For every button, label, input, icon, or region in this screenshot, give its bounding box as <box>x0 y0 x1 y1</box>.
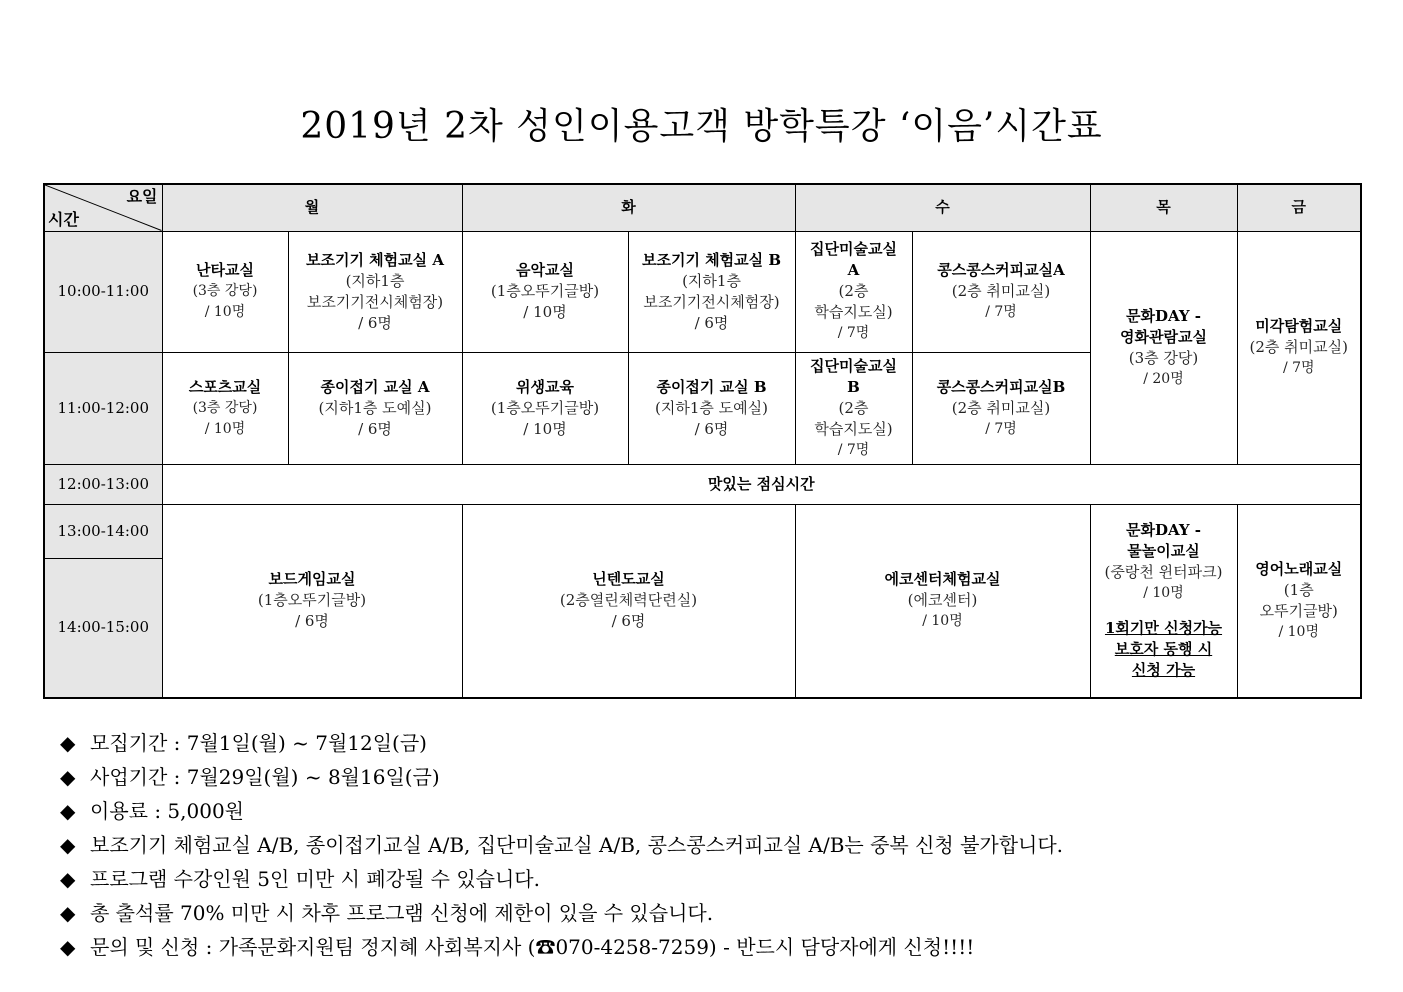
time-slot: 12:00-13:00 <box>44 464 162 504</box>
class-cell: 문화DAY - 물놀이교실 (중랑천 윈터파크) / 10명 1회기만 신청가능 보호자 동행 시 신청 가능 <box>1090 504 1237 698</box>
diamond-bullet-icon: ◆ <box>60 867 76 891</box>
timetable <box>43 183 1362 699</box>
day-header-fri: 금 <box>1237 184 1361 231</box>
class-cell: 종이접기 교실 A (지하1층 도예실) / 6명 <box>288 352 462 464</box>
lunch-row: 맛있는 점심시간 <box>162 464 1361 504</box>
diamond-bullet-icon: ◆ <box>60 731 76 755</box>
day-header-thu: 목 <box>1090 184 1237 231</box>
page-title: 2019년 2차 성인이용고객 방학특강 ‘이음’시간표 <box>300 106 1103 147</box>
class-cell: 미각탐험교실 (2층 취미교실) / 7명 <box>1237 231 1361 464</box>
diamond-bullet-icon: ◆ <box>60 799 76 823</box>
notice-text: 신청 가능 <box>1131 661 1196 680</box>
day-header-mon: 월 <box>162 184 462 231</box>
corner-day-label: 요일 <box>126 187 158 206</box>
class-cell: 에코센터체험교실 (에코센터) / 10명 <box>795 504 1090 698</box>
diamond-bullet-icon: ◆ <box>60 901 76 925</box>
class-cell: 집단미술교실 A (2층 학습지도실) / 7명 <box>795 231 912 352</box>
class-cell: 스포츠교실 (3층 강당) / 10명 <box>162 352 288 464</box>
class-cell: 보드게임교실 (1층오뚜기글방) / 6명 <box>162 504 462 698</box>
class-cell: 콩스콩스커피교실A (2층 취미교실) / 7명 <box>912 231 1090 352</box>
diamond-bullet-icon: ◆ <box>60 765 76 789</box>
notice-text: 보호자 동행 시 <box>1114 640 1213 659</box>
list-item: ◆ 프로그램 수강인원 5인 미만 시 폐강될 수 있습니다. <box>60 862 1063 896</box>
time-slot: 11:00-12:00 <box>44 352 162 464</box>
class-cell: 종이접기 교실 B (지하1층 도예실) / 6명 <box>628 352 795 464</box>
corner-time-label: 시간 <box>48 209 79 229</box>
list-item: ◆ 이용료 : 5,000원 <box>60 794 1063 828</box>
day-header-tue: 화 <box>462 184 795 231</box>
class-cell: 보조기기 체험교실 B (지하1층 보조기기전시체험장) / 6명 <box>628 231 795 352</box>
class-cell: 음악교실 (1층오뚜기글방) / 10명 <box>462 231 628 352</box>
diamond-bullet-icon: ◆ <box>60 833 76 857</box>
class-cell: 닌텐도교실 (2층열린체력단련실) / 6명 <box>462 504 795 698</box>
list-item: ◆ 보조기기 체험교실 A/B, 종이접기교실 A/B, 집단미술교실 A/B, 콩스콩스커피교실 A/B는 중복 신청 불가합니다. <box>60 828 1063 862</box>
time-slot: 10:00-11:00 <box>44 231 162 352</box>
time-slot: 14:00-15:00 <box>44 558 162 698</box>
notes-list <box>60 726 1063 964</box>
day-header-wed: 수 <box>795 184 1090 231</box>
class-cell: 보조기기 체험교실 A (지하1층 보조기기전시체험장) / 6명 <box>288 231 462 352</box>
class-cell: 난타교실 (3층 강당) / 10명 <box>162 231 288 352</box>
time-slot: 13:00-14:00 <box>44 504 162 558</box>
list-item: ◆ 사업기간 : 7월29일(월) ~ 8월16일(금) <box>60 760 1063 794</box>
class-cell: 영어노래교실 (1층 오뚜기글방) / 10명 <box>1237 504 1361 698</box>
class-cell: 콩스콩스커피교실B (2층 취미교실) / 7명 <box>912 352 1090 464</box>
list-item: ◆ 총 출석률 70% 미만 시 차후 프로그램 신청에 제한이 있을 수 있습니다. <box>60 896 1063 930</box>
class-cell: 집단미술교실 B (2층 학습지도실) / 7명 <box>795 352 912 464</box>
list-item: ◆ 문의 및 신청 : 가족문화지원팀 정지혜 사회복지사 (☎070-4258-7259) - 반드시 담당자에게 신청!!!! <box>60 930 1063 964</box>
class-cell: 위생교육 (1층오뚜기글방) / 10명 <box>462 352 628 464</box>
corner-cell <box>44 184 162 231</box>
notice-text: 1회기만 신청가능 <box>1104 619 1223 638</box>
list-item: ◆ 모집기간 : 7월1일(월) ~ 7월12일(금) <box>60 726 1063 760</box>
class-cell: 문화DAY - 영화관람교실 (3층 강당) / 20명 <box>1090 231 1237 464</box>
diamond-bullet-icon: ◆ <box>60 935 76 959</box>
